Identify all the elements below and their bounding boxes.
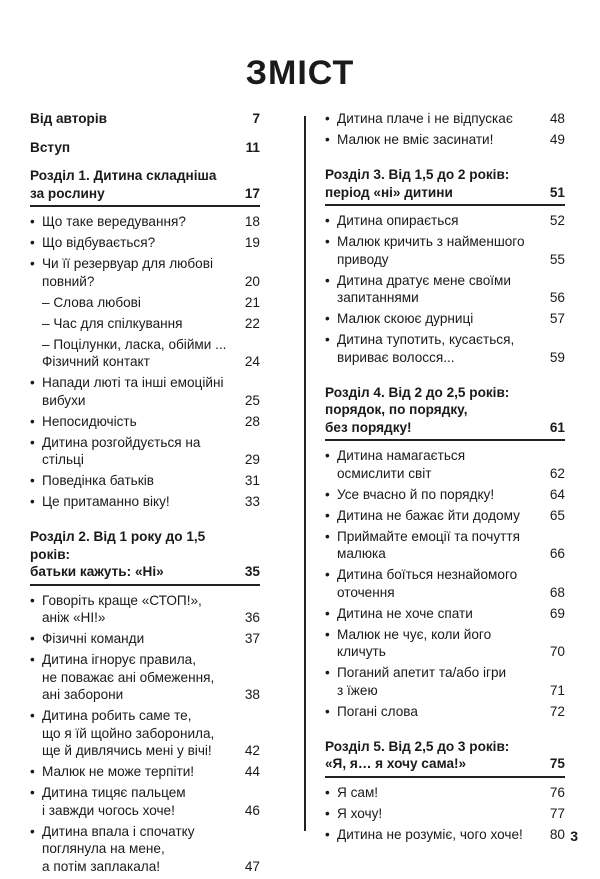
entry-page: 11	[245, 139, 260, 155]
entry-title: Вступ	[30, 139, 71, 155]
bullet-icon: •	[325, 703, 330, 719]
entry-page: 80	[549, 826, 565, 842]
bullet-icon: •	[325, 805, 330, 821]
entry-page: 36	[244, 610, 260, 625]
entry-title: Погані слова	[337, 703, 418, 719]
toc-item[interactable]	[30, 413, 260, 431]
toc-item[interactable]	[30, 213, 260, 231]
entry-title: Я сам!	[337, 784, 379, 800]
top-entries	[30, 110, 260, 156]
bullet-icon: •	[325, 486, 330, 502]
bullet-icon: •	[325, 311, 330, 326]
toc-item[interactable]	[30, 707, 260, 760]
entry-title: Це притаманно віку!	[42, 494, 170, 509]
toc-item[interactable]	[30, 472, 260, 490]
entry-title: – Поцілунки, ласка, обійми ... Фізичний контакт	[42, 336, 227, 369]
bullet-icon: •	[30, 413, 35, 429]
entry-page: 35	[244, 564, 260, 579]
bullet-icon: •	[325, 332, 330, 347]
entry-title: Розділ 5. Від 2,5 до 3 років: «Я, я… я хочу сама!»	[325, 738, 510, 771]
entry-page: 42	[244, 743, 260, 758]
page-number: 3	[570, 828, 578, 844]
lead-items	[325, 110, 565, 149]
entry-title: Дитина ігнорує правила, не поважає ані обмеження, ані заборони	[42, 652, 215, 702]
toc-item[interactable]	[325, 310, 565, 328]
entry-title: Розділ 3. Від 1,5 до 2 років: період «ні» дитини	[325, 167, 510, 200]
bullet-icon: •	[30, 823, 35, 839]
entry-page: 25	[244, 392, 260, 408]
toc-item[interactable]	[325, 486, 565, 504]
toc-item[interactable]	[325, 131, 565, 149]
toc-item[interactable]	[30, 763, 260, 781]
bullet-icon: •	[30, 592, 35, 608]
bullet-icon: •	[325, 826, 330, 842]
entry-page: 65	[549, 507, 565, 523]
section-spacer	[30, 514, 260, 524]
entry-page: 57	[549, 311, 565, 326]
toc-item[interactable]	[30, 493, 260, 511]
entry-page: 75	[549, 756, 565, 771]
entry-page: 61	[549, 419, 565, 435]
entry-title: Дитина намагається осмислити світ	[337, 448, 466, 481]
entry-title: Поведінка батьків	[42, 473, 154, 488]
entry-title: Дитина дратує мене своїми запитаннями	[337, 272, 511, 305]
bullet-icon: •	[325, 132, 330, 147]
bullet-icon: •	[30, 494, 35, 509]
entry-page: 64	[549, 486, 565, 502]
entry-title: Малюк не вміє засинати!	[337, 132, 494, 147]
entry-title: Розділ 4. Від 2 до 2,5 років: порядок, по порядку, без порядку!	[325, 384, 510, 435]
entry-title: Розділ 1. Дитина складніша за рослину	[30, 168, 217, 201]
entry-title: Дитина тицяє пальцем і завжди чогось хоче!	[42, 785, 186, 818]
entry-title: Дитина не хоче спати	[337, 605, 473, 621]
toc-item[interactable]	[325, 110, 565, 128]
bullet-icon: •	[325, 665, 330, 680]
entry-page: 77	[549, 805, 565, 821]
entry-page: 59	[549, 349, 565, 365]
entry-page: 22	[244, 315, 260, 331]
bullet-icon: •	[325, 507, 330, 523]
bullet-icon: •	[325, 784, 330, 800]
section-heading[interactable]	[325, 738, 565, 774]
toc-item[interactable]	[30, 823, 260, 876]
entry-title: Поганий апетит та/або ігри з їжею	[337, 665, 507, 698]
entry-title: Чи її резервуар для любові повний?	[42, 256, 213, 289]
entry-page: 38	[244, 687, 260, 702]
toc-item[interactable]	[30, 651, 260, 704]
entry-title: Напади люті та інші емоційні вибухи	[42, 375, 224, 408]
bullet-icon: •	[30, 434, 35, 450]
bullet-icon: •	[325, 448, 330, 463]
toc-item[interactable]	[325, 605, 565, 623]
section-heading[interactable]	[325, 166, 565, 202]
toc-top-entry[interactable]	[30, 110, 260, 128]
entry-page: 70	[549, 644, 565, 659]
entry-page: 56	[549, 290, 565, 305]
toc-item[interactable]	[325, 528, 565, 563]
toc-subitem[interactable]	[30, 294, 260, 312]
entry-title: Непосидючість	[42, 413, 137, 429]
page-title: ЗМІСТ	[245, 54, 355, 92]
entry-page: 71	[549, 682, 565, 698]
toc-item[interactable]	[325, 784, 565, 802]
entry-page: 52	[549, 213, 565, 228]
toc-item[interactable]	[30, 234, 260, 252]
toc-item[interactable]	[325, 626, 565, 661]
entry-title: Малюк скоює дурниці	[337, 311, 474, 326]
entry-title: Усе вчасно й по порядку!	[337, 486, 495, 502]
section-rule	[30, 205, 260, 207]
toc-item[interactable]	[30, 784, 260, 819]
toc-item[interactable]	[325, 272, 565, 307]
entry-page: 47	[244, 858, 260, 874]
section-rule	[325, 204, 565, 206]
bullet-icon: •	[30, 256, 35, 271]
entry-page: 55	[549, 251, 565, 267]
entry-page: 68	[549, 584, 565, 600]
section-spacer	[325, 724, 565, 734]
entry-title: Дитина розгойдується на стільці	[42, 434, 201, 467]
bullet-icon: •	[325, 234, 330, 249]
entry-page: 18	[244, 214, 260, 229]
left-sections	[30, 167, 260, 875]
entry-title: Від авторів	[30, 111, 107, 126]
toc-item[interactable]	[30, 434, 260, 469]
entry-page: 76	[549, 784, 565, 800]
toc-subitem[interactable]	[30, 336, 260, 371]
entry-page: 69	[549, 605, 565, 621]
bullet-icon: •	[30, 214, 35, 229]
entry-title: Я хочу!	[337, 805, 383, 821]
section-spacer	[325, 152, 565, 162]
bullet-icon: •	[30, 375, 35, 390]
entry-title: Дитина не розуміє, чого хоче!	[337, 826, 523, 842]
section-spacer	[325, 370, 565, 380]
toc-top-entry[interactable]	[30, 139, 260, 157]
bullet-icon: •	[325, 626, 330, 642]
entry-title: Дитина боїться незнайомого оточення	[337, 567, 518, 600]
entry-title: Розділ 2. Від 1 року до 1,5 років: батьки кажуть: «Ні»	[30, 529, 206, 579]
bullet-icon: •	[325, 111, 330, 126]
entry-page: 29	[244, 452, 260, 467]
entry-page: 24	[244, 354, 260, 369]
bullet-icon: •	[30, 785, 35, 800]
section-rule	[325, 776, 565, 778]
toc-item[interactable]	[30, 255, 260, 290]
entry-title: – Час для спілкування	[42, 315, 183, 331]
bullet-icon: •	[30, 708, 35, 723]
toc-right-column	[325, 110, 565, 847]
bullet-icon: •	[30, 764, 35, 779]
entry-title: Малюк кричить з найменшого приводу	[337, 234, 525, 267]
entry-title: Малюк не може терпіти!	[42, 764, 195, 779]
entry-page: 66	[549, 546, 565, 561]
entry-page: 21	[244, 294, 260, 310]
toc-item[interactable]	[30, 630, 260, 648]
bullet-icon: •	[325, 213, 330, 228]
entry-title: Дитина плаче і не відпускає	[337, 111, 513, 126]
entry-page: 44	[244, 764, 260, 779]
entry-page: 72	[549, 703, 565, 719]
entry-page: 62	[549, 465, 565, 481]
section-heading[interactable]	[325, 384, 565, 438]
bullet-icon: •	[30, 631, 35, 646]
bullet-icon: •	[325, 567, 330, 582]
entry-page: 46	[244, 802, 260, 818]
toc-item[interactable]	[325, 805, 565, 823]
entry-page: 37	[244, 631, 260, 646]
entry-title: Приймайте емоції та почуття малюка	[337, 528, 520, 561]
entry-title: Дитина робить саме те, що я їй щойно заборонила, ще й дивлячись мені у вічі!	[42, 708, 215, 758]
entry-page: 19	[244, 235, 260, 250]
entry-title: Малюк не чує, коли його кличуть	[337, 626, 492, 659]
entry-title: Дитина не бажає йти додому	[337, 507, 520, 523]
entry-title: – Слова любові	[42, 294, 141, 310]
entry-page: 49	[549, 132, 565, 147]
entry-title: Говоріть краще «СТОП!», аніж «НІ!»	[42, 592, 202, 625]
entry-title: Дитина тупотить, кусається, вириває волосся...	[337, 332, 515, 365]
entry-page: 31	[244, 473, 260, 488]
entry-title: Дитина впала і спочатку поглянула на мене, а потім заплакала!	[42, 823, 195, 874]
section-rule	[325, 439, 565, 441]
entry-page: 51	[549, 184, 565, 200]
entry-title: Що таке вередування?	[42, 214, 186, 229]
bullet-icon: •	[325, 272, 330, 288]
entry-page: 17	[244, 185, 260, 201]
toc-left-column	[30, 110, 260, 879]
bullet-icon: •	[30, 473, 35, 488]
section-heading[interactable]	[30, 167, 260, 203]
toc-item[interactable]	[325, 331, 565, 366]
toc-item[interactable]	[30, 592, 260, 627]
entry-page: 33	[244, 494, 260, 509]
entry-page: 7	[252, 111, 260, 126]
toc-item[interactable]	[325, 507, 565, 525]
entry-page: 20	[244, 273, 260, 289]
toc-item[interactable]	[325, 826, 565, 844]
bullet-icon: •	[30, 235, 35, 250]
toc-item[interactable]	[325, 703, 565, 721]
bullet-icon: •	[325, 528, 330, 544]
toc-item[interactable]	[30, 374, 260, 409]
bullet-icon: •	[30, 652, 35, 667]
section-heading[interactable]	[30, 528, 260, 582]
toc-item[interactable]	[325, 566, 565, 601]
toc-subitem[interactable]	[30, 315, 260, 333]
right-sections	[325, 152, 565, 843]
entry-title: Фізичні команди	[42, 631, 145, 646]
toc-item[interactable]	[325, 664, 565, 699]
toc-item[interactable]	[325, 447, 565, 482]
toc-item[interactable]	[325, 233, 565, 268]
entry-title: Що відбувається?	[42, 235, 156, 250]
entry-page: 28	[244, 413, 260, 429]
column-divider	[304, 116, 306, 831]
entry-title: Дитина опирається	[337, 213, 459, 228]
bullet-icon: •	[325, 605, 330, 621]
toc-item[interactable]	[325, 212, 565, 230]
section-rule	[30, 584, 260, 586]
entry-page: 48	[549, 111, 565, 126]
